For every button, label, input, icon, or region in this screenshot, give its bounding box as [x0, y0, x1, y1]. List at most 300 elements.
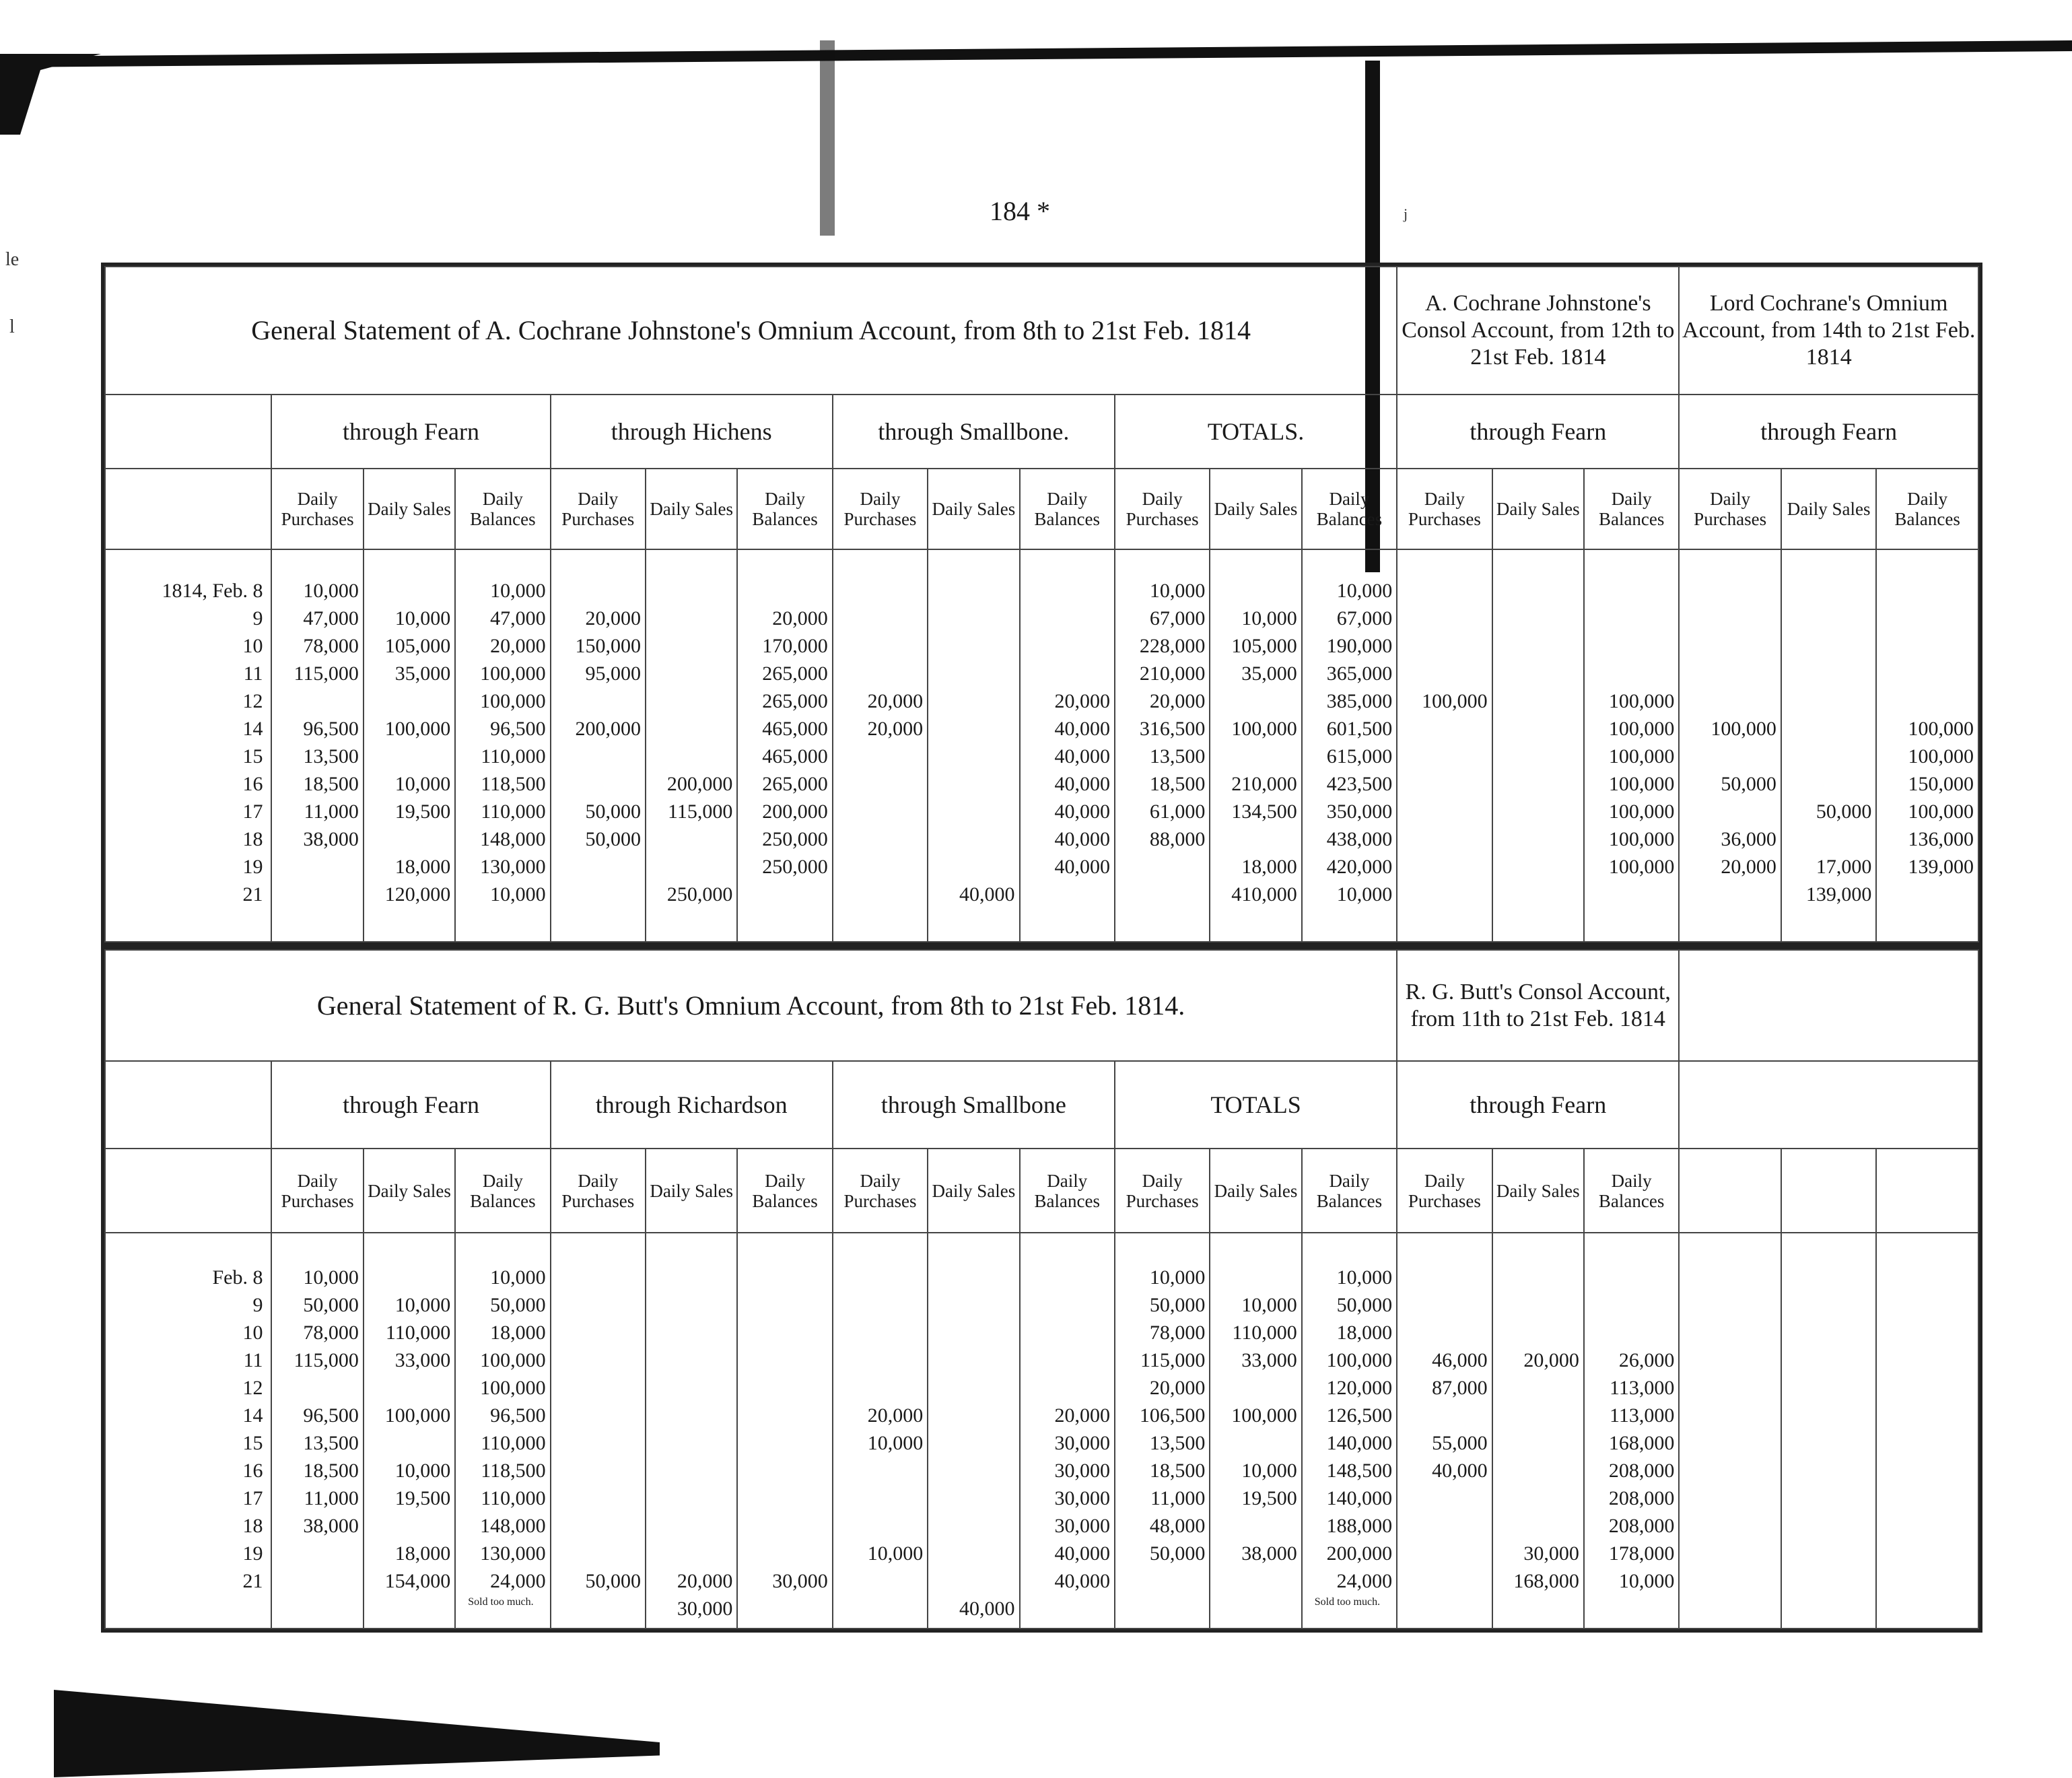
bottom-ledger-table	[104, 949, 1979, 1629]
ledger-value: 40,000	[1054, 773, 1110, 795]
ledger-value	[1115, 881, 1205, 908]
ledger-value	[928, 1346, 1014, 1374]
ledger-value	[833, 1484, 923, 1512]
ledger-value: 118,500	[481, 1460, 546, 1482]
ledger-value	[551, 1346, 641, 1374]
ledger-value	[928, 1402, 1014, 1429]
ledger-value: 100,000	[384, 718, 451, 740]
column-header: Daily Sales	[1492, 1149, 1584, 1233]
ledger-value: 50,000	[1149, 1294, 1206, 1316]
ledger-value: 208,000	[1608, 1460, 1675, 1482]
ledger-value	[1585, 1291, 1674, 1319]
ledger-value	[1115, 1567, 1205, 1595]
ledger-value	[272, 1374, 358, 1402]
ledger-value	[1210, 577, 1297, 605]
ledger-value	[1493, 1512, 1579, 1540]
ledger-value	[1585, 1319, 1674, 1346]
ledger-value	[1397, 1540, 1487, 1567]
date-label: 17	[242, 800, 263, 823]
column-header: Daily Sales	[1210, 1149, 1301, 1233]
ledger-value: 78,000	[303, 635, 359, 657]
ledger-value: 47,000	[490, 607, 546, 629]
ledger-value: 100,000	[1608, 773, 1675, 795]
column-header: Daily Sales	[646, 469, 737, 549]
ledger-value	[833, 1346, 923, 1374]
ledger-value	[1021, 1346, 1110, 1374]
ledger-value	[551, 770, 641, 798]
ledger-value: 40,000	[1054, 800, 1110, 823]
ledger-value: 350,000	[1326, 800, 1393, 823]
ledger-value: 113,000	[1609, 1404, 1675, 1427]
ledger-value: 47,000	[303, 607, 359, 629]
ledger-value	[833, 770, 923, 798]
bottom-totals-purchases	[1115, 1233, 1210, 1629]
ledger-value: 40,000	[1432, 1460, 1488, 1482]
ledger-value: 18,500	[1149, 1460, 1206, 1482]
ledger-value	[1493, 1457, 1579, 1484]
ledger-value: 33,000	[1241, 1349, 1297, 1371]
bottom-group-smallbone: through Smallbone	[833, 1061, 1115, 1149]
ledger-value: 100,000	[480, 662, 546, 685]
sold-too-much-note: Sold too much.	[468, 1596, 534, 1608]
ledger-value	[551, 1512, 641, 1540]
column-header: Daily Balances	[455, 469, 550, 549]
ledger-value	[1585, 632, 1674, 660]
bottom-richardson-balances	[737, 1233, 832, 1629]
column-header: Daily Sales	[1492, 469, 1584, 549]
ledger-value	[646, 1457, 732, 1484]
ledger-value: 10,000	[490, 883, 546, 905]
ledger-value	[928, 1319, 1014, 1346]
top-title: General Statement of A. Cochrane Johnstone's Omnium Account, from 8th to 21st Feb. 1814	[105, 267, 1397, 395]
ledger-value: 30,000	[772, 1570, 828, 1592]
top-consol-sales	[1492, 549, 1584, 942]
ledger-value: 208,000	[1608, 1487, 1675, 1509]
ledger-value	[364, 577, 450, 605]
ledger-value	[551, 1319, 641, 1346]
ledger-value	[364, 825, 450, 853]
ledger-value: 10,000	[867, 1542, 924, 1565]
ledger-value	[364, 1374, 450, 1402]
ledger-value: 26,000	[1618, 1349, 1675, 1371]
ledger-value: 154,000	[384, 1570, 451, 1592]
top-group-consol-fearn: through Fearn	[1397, 395, 1679, 469]
ledger-value: 18,500	[303, 1460, 359, 1482]
column-header: Daily Purchases	[271, 1149, 363, 1233]
ledger-value	[551, 881, 641, 908]
ledger-value: 139,000	[1908, 856, 1974, 878]
ledger-value: 96,500	[303, 718, 359, 740]
ledger-value	[1877, 660, 1974, 687]
ledger-value: 120,000	[384, 883, 451, 905]
column-header: Daily Purchases	[1397, 469, 1492, 549]
ledger-value	[364, 743, 450, 770]
ledger-value: 10,000	[394, 1294, 451, 1316]
ledger-value: 11,000	[1150, 1487, 1206, 1509]
ledger-value: 113,000	[1609, 1377, 1675, 1399]
date-label: 16	[242, 1460, 263, 1482]
margin-mark-3: j	[1404, 205, 1408, 222]
ledger-value	[1210, 1374, 1297, 1402]
top-lord-balances	[1876, 549, 1978, 942]
ledger-value	[1397, 743, 1487, 770]
ledger-value	[1493, 660, 1579, 687]
top-data-row	[105, 549, 1978, 942]
margin-mark-1: le	[5, 249, 20, 270]
ledger-value: 106,500	[1139, 1404, 1206, 1427]
ledger-value: 30,000	[1054, 1460, 1110, 1482]
ledger-value	[646, 1346, 732, 1374]
ledger-value	[928, 660, 1014, 687]
ledger-value: 50,000	[1149, 1542, 1206, 1565]
top-column-header-row	[105, 469, 1978, 549]
ledger-value: 210,000	[1139, 662, 1206, 685]
ledger-value	[364, 1512, 450, 1540]
ledger-value	[738, 577, 827, 605]
ledger-value: 250,000	[762, 856, 828, 878]
top-smallbone-sales	[928, 549, 1019, 942]
ledger-value: 385,000	[1326, 690, 1393, 712]
top-group-totals: TOTALS.	[1115, 395, 1397, 469]
ledger-value	[646, 1540, 732, 1567]
ledger-value	[551, 1264, 641, 1291]
ledger-value	[1397, 577, 1487, 605]
ledger-value: 96,500	[490, 718, 546, 740]
ledger-value: 50,000	[585, 800, 641, 823]
date-label: 18	[242, 828, 263, 850]
ledger-value: 100,000	[1231, 1404, 1297, 1427]
ledger-value: 20,000	[772, 607, 828, 629]
ledger-value: 48,000	[1149, 1515, 1206, 1537]
ledger-value: 148,000	[480, 828, 546, 850]
date-label: 15	[242, 745, 263, 767]
ledger-value: 134,500	[1231, 800, 1297, 823]
ledger-value	[833, 825, 923, 853]
column-header: Daily Sales	[1781, 469, 1876, 549]
ledger-value	[738, 1291, 827, 1319]
column-header: Daily Balances	[737, 1149, 832, 1233]
bottom-consol-balances	[1584, 1233, 1679, 1629]
ledger-value: 316,500	[1139, 718, 1206, 740]
ledger-value: 50,000	[585, 1570, 642, 1592]
ledger-value: 38,000	[1241, 1542, 1297, 1565]
ledger-value	[646, 1429, 732, 1457]
ledger-value: 168,000	[1608, 1432, 1675, 1454]
ledger-value: 100,000	[1608, 856, 1675, 878]
ledger-value	[833, 853, 923, 881]
ledger-value: 33,000	[394, 1349, 451, 1371]
ledger-value: 110,000	[481, 1487, 546, 1509]
ledger-value: 100,000	[1711, 718, 1776, 740]
ledger-value	[551, 1457, 641, 1484]
ledger-value: 10,000	[1336, 1266, 1393, 1289]
ledger-value	[1680, 743, 1776, 770]
ledger-value	[738, 1374, 827, 1402]
ledger-value: 100,000	[1908, 718, 1974, 740]
ledger-value: 100,000	[1231, 718, 1297, 740]
ledger-value: 100,000	[1608, 745, 1675, 767]
bottom-smallbone-sales	[928, 1233, 1019, 1629]
ledger-value: 265,000	[762, 773, 828, 795]
ledger-value: 11,000	[304, 800, 359, 823]
ledger-value	[928, 1567, 1014, 1595]
ledger-value	[1782, 715, 1871, 743]
ledger-value	[833, 798, 923, 825]
ledger-value	[833, 1264, 923, 1291]
top-date-column	[105, 549, 271, 942]
ledger-value	[1021, 1319, 1110, 1346]
ledger-value: 10,000	[394, 607, 451, 629]
top-smallbone-purchases	[833, 549, 928, 942]
ledger-value	[833, 1567, 923, 1595]
top-fearn-purchases	[271, 549, 363, 942]
empty-column-header	[1876, 1149, 1978, 1233]
ledger-value	[1782, 687, 1871, 715]
ledger-value	[1782, 660, 1871, 687]
ledger-value: 40,000	[1054, 745, 1110, 767]
ledger-value	[738, 1429, 827, 1457]
ledger-value: 96,500	[490, 1404, 546, 1427]
ledger-value: 88,000	[1149, 828, 1206, 850]
column-header: Daily Balances	[1020, 469, 1115, 549]
ledger-value	[1877, 687, 1974, 715]
ledger-value	[1493, 715, 1579, 743]
ledger-value: 100,000	[1608, 800, 1675, 823]
ledger-value: 115,000	[293, 662, 359, 685]
ledger-value	[1782, 825, 1871, 853]
ledger-value	[551, 1291, 641, 1319]
ledger-value: 35,000	[1241, 662, 1297, 685]
ledger-value: 250,000	[762, 828, 828, 850]
ledger-value: 40,000	[959, 883, 1015, 905]
ledger-value: 10,000	[490, 1266, 546, 1289]
ledger-value	[928, 1264, 1014, 1291]
ledger-value	[833, 743, 923, 770]
ledger-value	[738, 1484, 827, 1512]
ledger-value: 423,500	[1326, 773, 1393, 795]
ledger-value	[646, 1512, 732, 1540]
ledger-value: 365,000	[1326, 662, 1393, 685]
column-header: Daily Balances	[1584, 1149, 1679, 1233]
ledger-value	[1210, 825, 1297, 853]
ledger-value: 140,000	[1326, 1432, 1393, 1454]
ledger-value: 20,000	[1149, 690, 1206, 712]
empty-column	[1679, 1233, 1781, 1629]
column-header: Daily Sales	[364, 1149, 455, 1233]
ledger-value: 10,000	[303, 580, 359, 602]
ledger-value	[1397, 660, 1487, 687]
ledger-value	[646, 1319, 732, 1346]
ledger-value	[1397, 825, 1487, 853]
ledger-value: 87,000	[1432, 1377, 1488, 1399]
ledger-value	[1210, 687, 1297, 715]
ledger-value	[1493, 577, 1579, 605]
ledger-value	[1397, 1567, 1487, 1595]
ledger-value	[833, 881, 923, 908]
ledger-value	[1680, 577, 1776, 605]
ledger-value	[928, 715, 1014, 743]
ledger-value: 13,500	[303, 745, 359, 767]
ledger-value: 20,000	[1149, 1377, 1206, 1399]
empty-column	[1781, 1233, 1876, 1629]
ledger-value: 20,000	[867, 718, 924, 740]
ledger-value: 100,000	[480, 1377, 546, 1399]
ledger-value: 78,000	[1149, 1322, 1206, 1344]
bottom-date-column	[105, 1233, 271, 1629]
ledger-value: 24,000	[490, 1570, 546, 1592]
ledger-value: 188,000	[1326, 1515, 1393, 1537]
ledger-value: 168,000	[1513, 1570, 1579, 1592]
ledger-value: 10,000	[1336, 580, 1393, 602]
column-header: Daily Sales	[928, 469, 1019, 549]
ledger-value	[272, 881, 358, 908]
ledger-value: 10,000	[1149, 580, 1206, 602]
ledger-value: 50,000	[1721, 773, 1776, 795]
ledger-value	[1493, 770, 1579, 798]
ledger-value: 438,000	[1326, 828, 1393, 850]
bottom-column-header-row	[105, 1149, 1978, 1233]
ledger-value: 118,500	[481, 773, 546, 795]
ledger-value	[646, 853, 732, 881]
top-consol-purchases	[1397, 549, 1492, 942]
ledger-value	[1493, 853, 1579, 881]
ledger-value: 20,000	[867, 690, 924, 712]
ledger-value	[1680, 632, 1776, 660]
empty-column	[1876, 1233, 1978, 1629]
top-group-lord-fearn: through Fearn	[1679, 395, 1978, 469]
ledger-value	[551, 743, 641, 770]
ledger-value: 35,000	[394, 662, 451, 685]
ledger-value	[833, 605, 923, 632]
date-label: 11	[243, 1349, 263, 1371]
bottom-richardson-sales	[646, 1233, 737, 1629]
page-number: 184 *	[990, 196, 1050, 226]
ledger-value	[738, 1540, 827, 1567]
column-header: Daily Sales	[1210, 469, 1301, 549]
top-fearn-sales	[364, 549, 455, 942]
ledger-value	[551, 1374, 641, 1402]
ledger-value	[1680, 798, 1776, 825]
ledger-value: 50,000	[490, 1294, 546, 1316]
bottom-side-blank	[1679, 950, 1978, 1061]
bottom-totals-sales	[1210, 1233, 1301, 1629]
ledger-value	[1021, 605, 1110, 632]
ledger-value: 200,000	[1326, 1542, 1393, 1565]
ledger-value: 110,000	[1232, 1322, 1297, 1344]
top-lord-purchases	[1679, 549, 1781, 942]
ledger-value	[364, 1264, 450, 1291]
ledger-value	[1680, 881, 1776, 908]
ledger-value	[833, 632, 923, 660]
ledger-value: 10,000	[1149, 1266, 1206, 1289]
ledger-value: 139,000	[1805, 883, 1872, 905]
ledger-value: 61,000	[1149, 800, 1206, 823]
top-hichens-sales	[646, 549, 737, 942]
ledger-value	[1210, 1567, 1297, 1595]
ledger-value: 100,000	[480, 690, 546, 712]
ledger-value: 24,000	[1336, 1570, 1393, 1592]
ledger-value	[1782, 632, 1871, 660]
ledger-value: 465,000	[762, 718, 828, 740]
ledger-value: 250,000	[666, 883, 733, 905]
column-header: Daily Purchases	[1115, 1149, 1210, 1233]
ledger-value	[1585, 605, 1674, 632]
ledger-value: 178,000	[1608, 1542, 1675, 1565]
ledger-value: 10,000	[867, 1432, 924, 1454]
ledger-value: 20,000	[585, 607, 641, 629]
ledger-value: 110,000	[481, 745, 546, 767]
ledger-value	[833, 1512, 923, 1540]
ledger-value: 615,000	[1326, 745, 1393, 767]
ledger-value: 265,000	[762, 662, 828, 685]
ledger-value: 228,000	[1139, 635, 1206, 657]
date-label: 1814, Feb. 8	[162, 580, 263, 602]
ledger-value: 20,000	[1523, 1349, 1579, 1371]
ledger-value: 200,000	[666, 773, 733, 795]
bottom-richardson-purchases	[551, 1233, 646, 1629]
ledger-value	[646, 825, 732, 853]
ledger-value	[364, 687, 450, 715]
ledger-value	[1210, 1512, 1297, 1540]
sold-too-much-note: Sold too much.	[1314, 1596, 1381, 1608]
ledger-value	[272, 1540, 358, 1567]
ledger-value	[1021, 1291, 1110, 1319]
ledger-value: 200,000	[575, 718, 641, 740]
date-label: 10	[242, 1322, 263, 1344]
ledger-value	[646, 1402, 732, 1429]
ledger-value	[1877, 881, 1974, 908]
ledger-value: 10,000	[303, 1266, 359, 1289]
ledger-value: 20,000	[490, 635, 546, 657]
ledger-value: 100,000	[1608, 690, 1675, 712]
ledger-value	[646, 1374, 732, 1402]
ledger-value: 18,000	[1336, 1322, 1393, 1344]
ledger-value	[646, 632, 732, 660]
bottom-consol-title: R. G. Butt's Consol Account, from 11th to 21st Feb. 1814	[1397, 950, 1679, 1061]
ledger-value	[928, 1457, 1014, 1484]
ledger-value: 55,000	[1432, 1432, 1488, 1454]
ledger-value	[1021, 1264, 1110, 1291]
ledger-value: 115,000	[1140, 1349, 1206, 1371]
ledger-value	[551, 687, 641, 715]
ledger-value: 30,000	[1054, 1515, 1110, 1537]
date-label: 14	[242, 718, 263, 740]
ledger-value	[928, 687, 1014, 715]
column-header: Daily Purchases	[551, 469, 646, 549]
ledger-value: 18,500	[303, 773, 359, 795]
ledger-value	[1782, 743, 1871, 770]
ledger-value	[1493, 1319, 1579, 1346]
ledger-value: 17,000	[1816, 856, 1872, 878]
bottom-totals-balances	[1302, 1233, 1397, 1629]
ledger-value	[1493, 1484, 1579, 1512]
bottom-smallbone-purchases	[833, 1233, 928, 1629]
ledger-value	[1397, 770, 1487, 798]
column-header: Daily Balances	[1584, 469, 1679, 549]
top-totals-purchases	[1115, 549, 1210, 942]
top-date-header	[105, 469, 271, 549]
ledger-value	[928, 1540, 1014, 1567]
ledger-value: 170,000	[762, 635, 828, 657]
column-header: Daily Balances	[737, 469, 832, 549]
ledger-value	[833, 1457, 923, 1484]
ledger-value: 38,000	[303, 828, 359, 850]
ledger-value: 465,000	[762, 745, 828, 767]
ledger-value	[1782, 605, 1871, 632]
scan-edge-top	[0, 40, 2072, 67]
ledger-value	[1782, 577, 1871, 605]
ledger-value	[1397, 1402, 1487, 1429]
